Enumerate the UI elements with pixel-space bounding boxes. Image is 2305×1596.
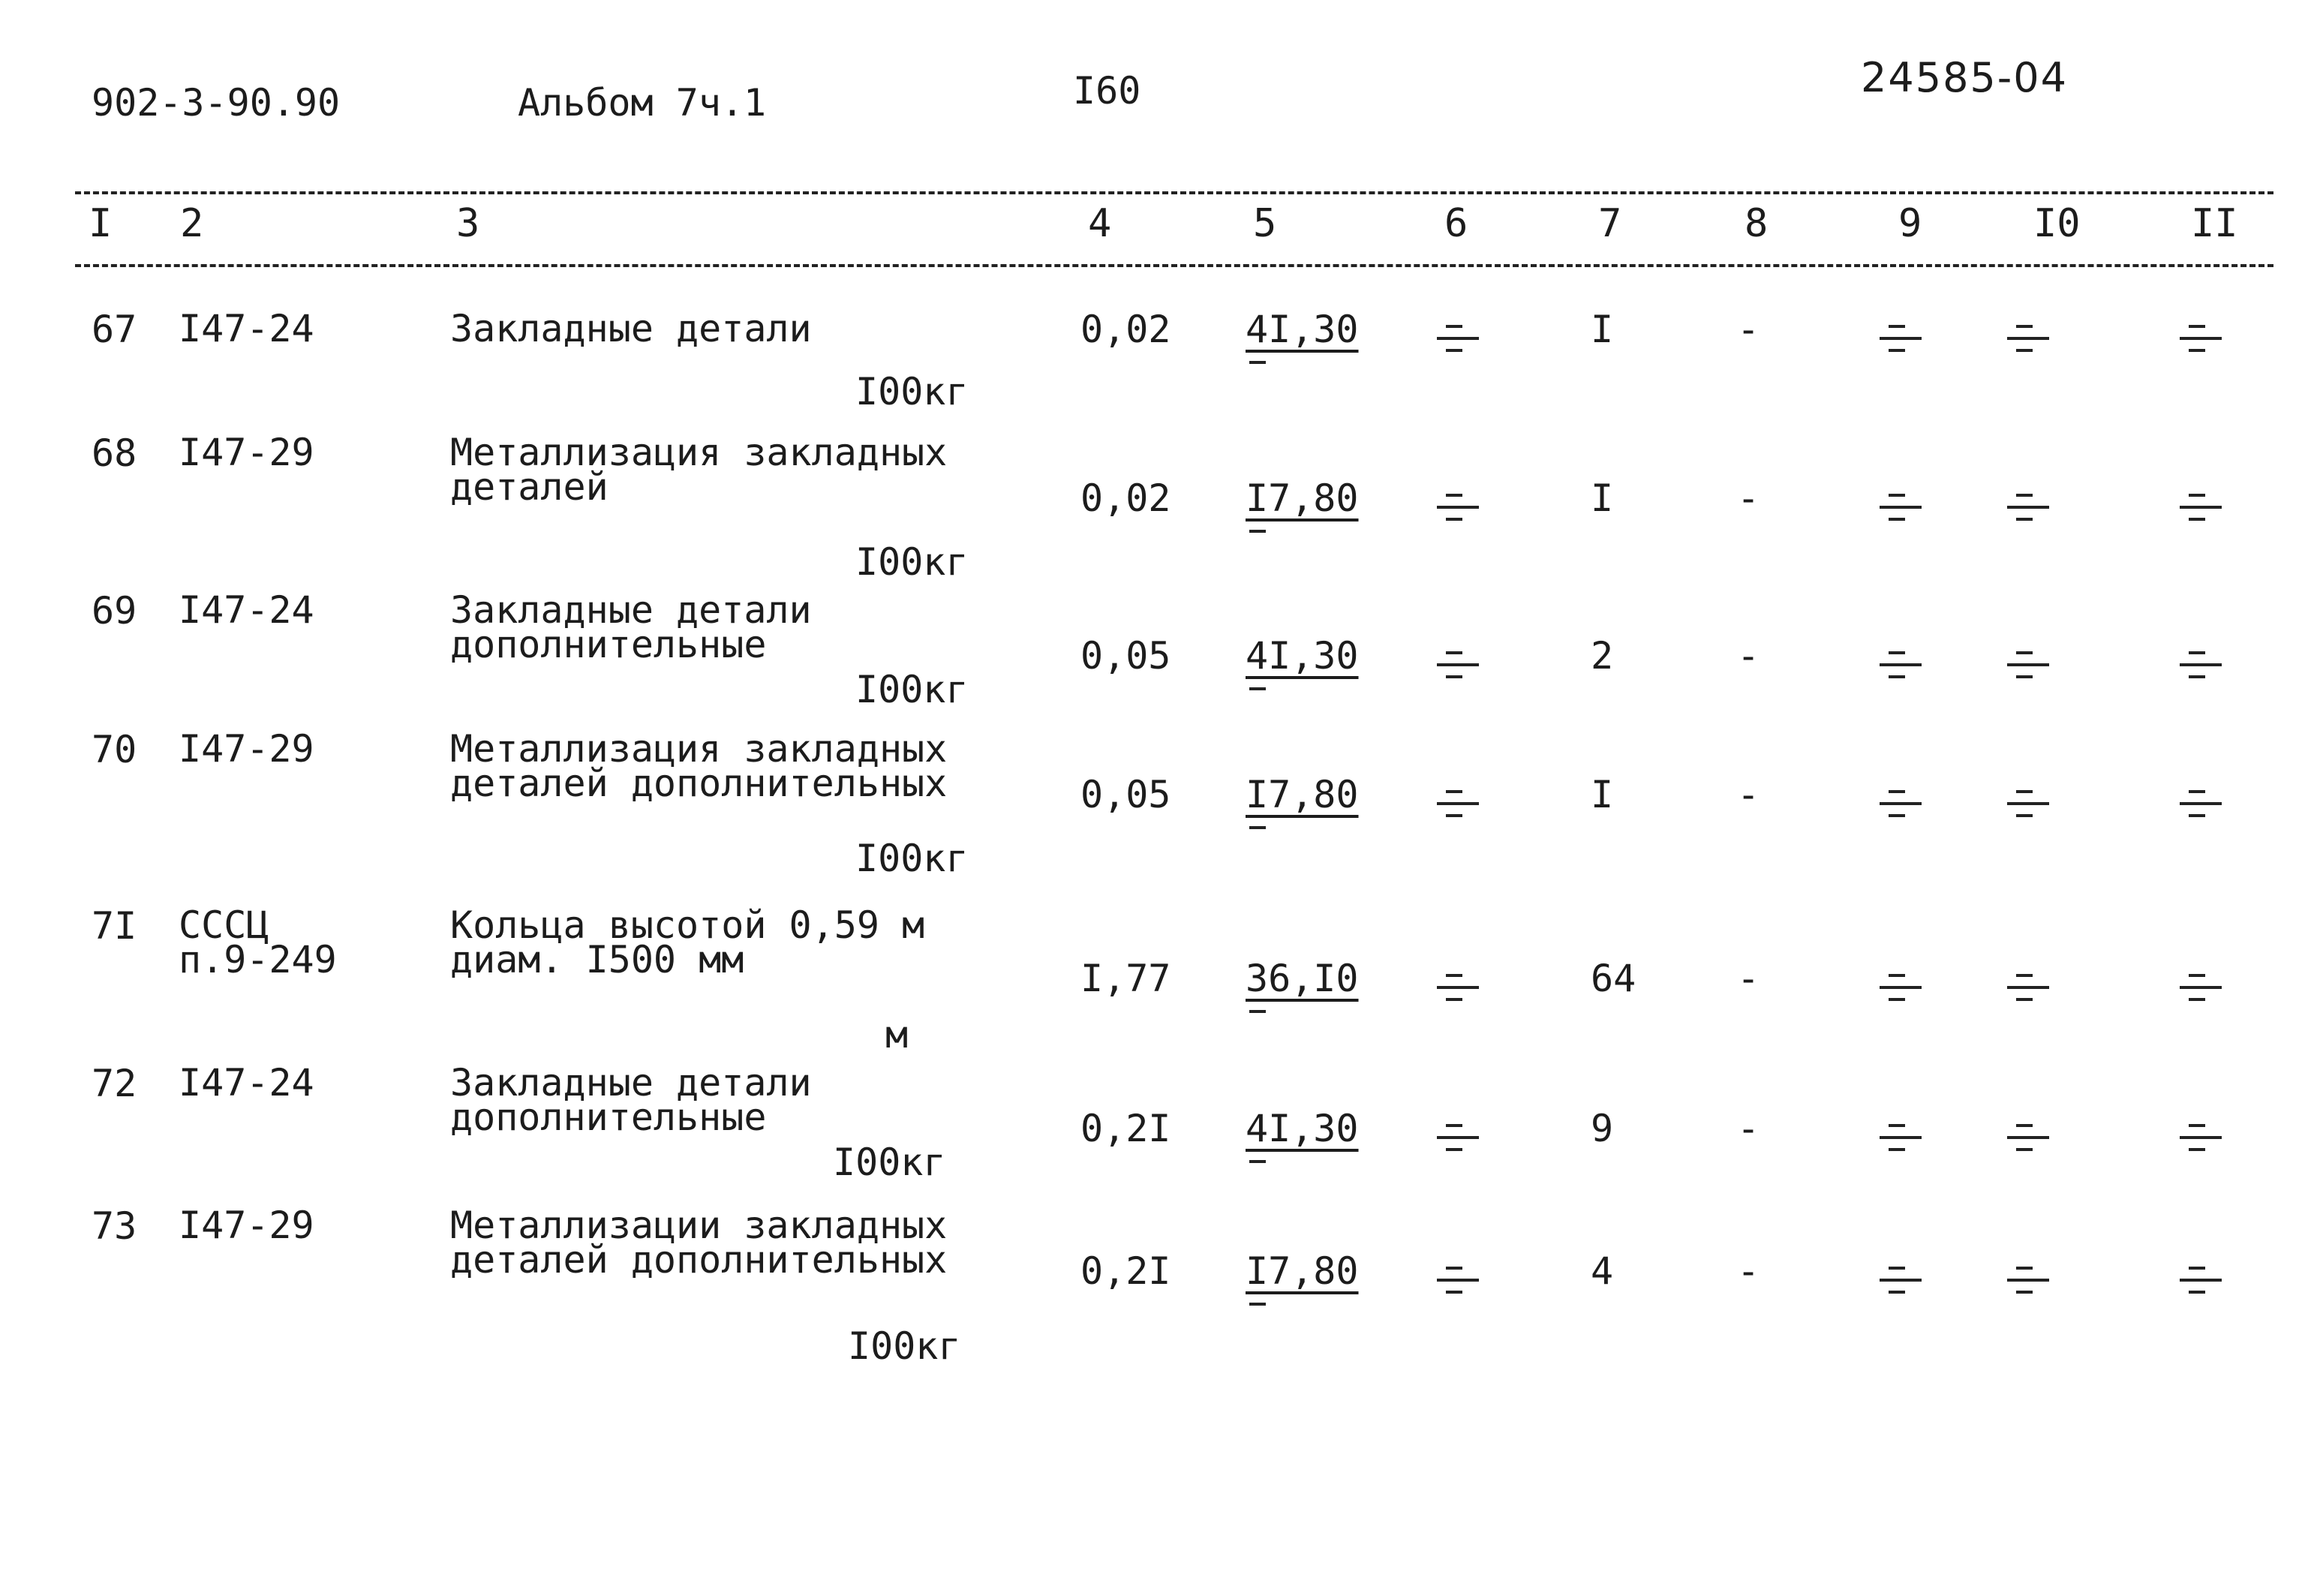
col7-value: I: [1591, 308, 1614, 351]
col8-value: -: [1737, 773, 1760, 816]
row-number: 67: [92, 308, 137, 351]
quantity: 0,05: [1080, 773, 1171, 816]
ditto-mark-col10: [2007, 645, 2049, 681]
unit-of-measure: I00кг: [848, 1324, 961, 1368]
top-dashed-rule: [75, 191, 2273, 194]
ditto-mark-col10: [2007, 968, 2049, 1004]
unit-price: 36,I0: [1246, 957, 1359, 1000]
price-sub-dash: [1249, 687, 1266, 690]
ditto-mark-col10: [2007, 1261, 2049, 1297]
ditto-mark-col11: [2180, 1261, 2222, 1297]
unit-price: 4I,30: [1246, 634, 1359, 678]
work-description: Закладные детали дополнительные: [450, 1061, 812, 1139]
column-number-4: 4: [1088, 201, 1112, 246]
work-description: Кольца высотой 0,59 м диам. I500 мм: [450, 903, 925, 981]
row-number: 69: [92, 589, 137, 633]
col8-value: -: [1737, 476, 1760, 520]
work-description: Металлизации закладных деталей дополнительных: [450, 1204, 948, 1282]
work-description: Закладные детали: [450, 307, 812, 350]
ditto-mark-col6: [1437, 488, 1479, 524]
ditto-mark-col6: [1437, 319, 1479, 355]
document-code: 902-3-90.90: [92, 81, 341, 125]
unit-of-measure: I00кг: [855, 370, 969, 413]
work-description: Закладные детали дополнительные: [450, 588, 812, 666]
price-sub-dash: [1249, 1010, 1266, 1013]
table-row: [0, 903, 2305, 1058]
bottom-dashed-rule: [75, 264, 2273, 267]
unit-of-measure: I00кг: [855, 837, 969, 880]
ditto-mark-col6: [1437, 645, 1479, 681]
table-row: [0, 431, 2305, 585]
row-number: 70: [92, 728, 137, 771]
page-number: I60: [1073, 69, 1141, 113]
archive-number: 24585-04: [1861, 54, 2068, 101]
col7-value: I: [1591, 773, 1614, 816]
norm-code: I47-24: [179, 1061, 314, 1105]
quantity: 0,02: [1080, 308, 1171, 351]
ditto-mark-col9: [1880, 319, 1922, 355]
column-number-10: I0: [2033, 201, 2081, 246]
quantity: 0,2I: [1080, 1249, 1171, 1293]
unit-price: 4I,30: [1246, 308, 1359, 351]
unit-of-measure: I00кг: [855, 540, 969, 584]
col7-value: 9: [1591, 1107, 1614, 1150]
unit-price: I7,80: [1246, 476, 1359, 520]
ditto-mark-col9: [1880, 968, 1922, 1004]
col8-value: -: [1737, 957, 1760, 1000]
column-number-6: 6: [1444, 201, 1468, 246]
column-number-3: 3: [456, 201, 480, 246]
unit-of-measure: I00кг: [833, 1141, 946, 1184]
ditto-mark-col9: [1880, 784, 1922, 820]
ditto-mark-col6: [1437, 784, 1479, 820]
ditto-mark-col6: [1437, 1118, 1479, 1154]
ditto-mark-col11: [2180, 488, 2222, 524]
unit-price: I7,80: [1246, 1249, 1359, 1293]
work-description: Металлизация закладных деталей: [450, 431, 948, 509]
col7-value: 64: [1591, 957, 1636, 1000]
col8-value: -: [1737, 1249, 1760, 1293]
unit-price: 4I,30: [1246, 1107, 1359, 1150]
table-row: [0, 588, 2305, 743]
col8-value: -: [1737, 1107, 1760, 1150]
price-sub-dash: [1249, 361, 1266, 364]
table-row: [0, 1061, 2305, 1216]
row-number: 7I: [92, 904, 137, 948]
col8-value: -: [1737, 308, 1760, 351]
norm-code: I47-24: [179, 588, 314, 632]
table-row: [0, 727, 2305, 882]
column-number-11: II: [2191, 201, 2238, 246]
col8-value: -: [1737, 634, 1760, 678]
col7-value: 4: [1591, 1249, 1614, 1293]
ditto-mark-col10: [2007, 1118, 2049, 1154]
quantity: 0,02: [1080, 476, 1171, 520]
ditto-mark-col11: [2180, 319, 2222, 355]
ditto-mark-col11: [2180, 1118, 2222, 1154]
ditto-mark-col9: [1880, 488, 1922, 524]
norm-code: I47-29: [179, 431, 314, 474]
price-sub-dash: [1249, 1160, 1266, 1163]
price-sub-dash: [1249, 530, 1266, 533]
ditto-mark-col6: [1437, 1261, 1479, 1297]
unit-of-measure: м: [885, 1013, 909, 1056]
norm-code: СССЦ п.9-249: [179, 903, 337, 981]
norm-code: I47-29: [179, 727, 314, 771]
column-number-1: I: [89, 201, 113, 246]
norm-code: I47-29: [179, 1204, 314, 1247]
row-number: 72: [92, 1062, 137, 1105]
ditto-mark-col10: [2007, 488, 2049, 524]
row-number: 68: [92, 431, 137, 475]
column-number-7: 7: [1598, 201, 1622, 246]
ditto-mark-col11: [2180, 968, 2222, 1004]
quantity: 0,2I: [1080, 1107, 1171, 1150]
ditto-mark-col10: [2007, 784, 2049, 820]
col7-value: I: [1591, 476, 1614, 520]
quantity: 0,05: [1080, 634, 1171, 678]
quantity: I,77: [1080, 957, 1171, 1000]
ditto-mark-col6: [1437, 968, 1479, 1004]
ditto-mark-col9: [1880, 1118, 1922, 1154]
ditto-mark-col9: [1880, 645, 1922, 681]
album-label: Альбом 7ч.1: [518, 81, 767, 125]
col7-value: 2: [1591, 634, 1614, 678]
column-number-2: 2: [180, 201, 204, 246]
unit-of-measure: I00кг: [855, 668, 969, 711]
ditto-mark-col9: [1880, 1261, 1922, 1297]
ditto-mark-col11: [2180, 645, 2222, 681]
row-number: 73: [92, 1204, 137, 1248]
unit-price: I7,80: [1246, 773, 1359, 816]
norm-code: I47-24: [179, 307, 314, 350]
column-number-5: 5: [1253, 201, 1277, 246]
price-sub-dash: [1249, 1303, 1266, 1306]
column-number-8: 8: [1745, 201, 1769, 246]
table-row: [0, 1204, 2305, 1368]
ditto-mark-col10: [2007, 319, 2049, 355]
price-sub-dash: [1249, 826, 1266, 829]
work-description: Металлизация закладных деталей дополнительных: [450, 727, 948, 805]
ditto-mark-col11: [2180, 784, 2222, 820]
column-number-9: 9: [1898, 201, 1922, 246]
